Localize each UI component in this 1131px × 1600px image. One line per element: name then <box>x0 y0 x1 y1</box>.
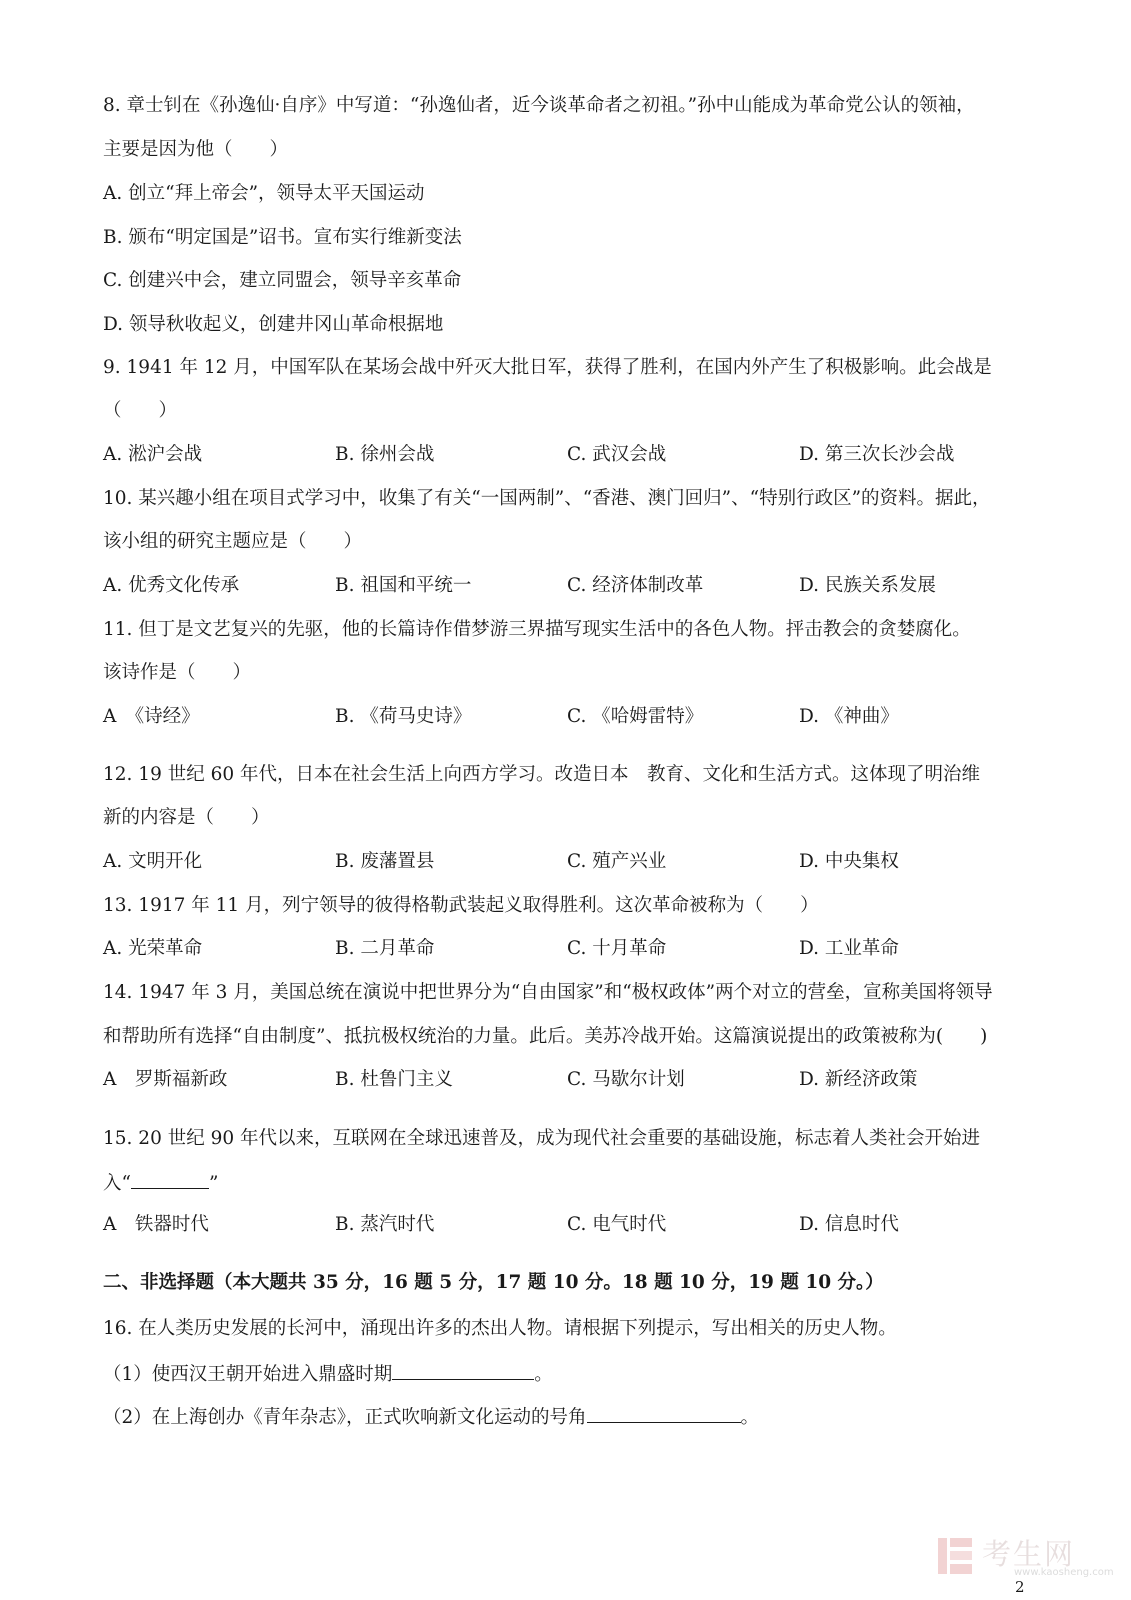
q8-stem-line1: 8. 章士钊在《孙逸仙·自序》中写道：“孙逸仙者，近今谈革命者之初祖。”孙中山能成为革命党公认的领袖， <box>103 95 975 116</box>
q16-part1-text: （1）使西汉王朝开始进入鼎盛时期 <box>103 1364 393 1385</box>
q10-options <box>103 574 1023 598</box>
q16-part1 <box>103 1361 553 1387</box>
watermark-text: 考生网 <box>982 1537 1076 1571</box>
q11-stem-line1: 11. 但丁是文艺复兴的先驱，他的长篇诗作借梦游三界描写现实生活中的各色人物。抨击教会的贪婪腐化。 <box>103 619 971 640</box>
q8-stem-line2: 主要是因为他（ ） <box>103 139 289 160</box>
q9-option-b: B. 徐州会战 <box>335 444 435 465</box>
q15-option-d: D. 信息时代 <box>799 1214 899 1235</box>
q11-option-c: C. 《哈姆雷特》 <box>567 706 704 727</box>
kaosheng-watermark <box>938 1534 1114 1580</box>
q15-stem-line1: 15. 20 世纪 90 年代以来，互联网在全球迅速普及，成为现代社会重要的基础设施，标志着人类社会开始进 <box>103 1128 981 1149</box>
q9-options <box>103 443 1023 467</box>
q10-option-d: D. 民族关系发展 <box>799 575 936 596</box>
q16-part2-text: （2）在上海创办《青年杂志》，正式吹响新文化运动的号角 <box>103 1407 587 1428</box>
q10-option-b: B. 祖国和平统一 <box>335 575 472 596</box>
q11-option-b: B. 《荷马史诗》 <box>335 706 472 727</box>
q12-options <box>103 850 1023 874</box>
q13-option-b: B. 二月革命 <box>335 938 435 959</box>
q15-stem-line2 <box>103 1170 218 1196</box>
q13-option-a: A. 光荣革命 <box>103 938 203 959</box>
q16-part1-blank[interactable] <box>392 1361 534 1380</box>
q9-option-d: D. 第三次长沙会战 <box>799 444 955 465</box>
q15-stem-line2-suffix: ” <box>208 1173 219 1194</box>
q12-option-b: B. 废藩置县 <box>335 851 435 872</box>
q14-options <box>103 1068 1023 1092</box>
q16-part1-end: 。 <box>534 1364 553 1385</box>
q13-stem-line1: 13. 1917 年 11 月，列宁领导的彼得格勒武装起义取得胜利。这次革命被称为（ ） <box>103 895 819 916</box>
q9-option-c: C. 武汉会战 <box>567 444 667 465</box>
q14-option-b: B. 杜鲁门主义 <box>335 1069 453 1090</box>
q15-option-a: A 铁器时代 <box>103 1214 209 1235</box>
q13-option-c: C. 十月革命 <box>567 938 667 959</box>
q8-option-c: C. 创建兴中会，建立同盟会，领导辛亥革命 <box>103 270 462 291</box>
q14-option-d: D. 新经济政策 <box>799 1069 918 1090</box>
section-2-heading: 二、非选择题（本大题共 35 分，16 题 5 分，17 题 10 分。18 题 10 分，19 题 10 分。） <box>103 1272 884 1293</box>
q15-option-c: C. 电气时代 <box>567 1214 667 1235</box>
q16-part2-blank[interactable] <box>587 1404 741 1423</box>
q8-option-d: D. 领导秋收起义，创建井冈山革命根据地 <box>103 314 444 335</box>
q12-option-c: C. 殖产兴业 <box>567 851 667 872</box>
q12-option-a: A. 文明开化 <box>103 851 203 872</box>
q12-stem-line2: 新的内容是（ ） <box>103 807 270 828</box>
q15-options <box>103 1213 1023 1237</box>
q14-option-c: C. 马歇尔计划 <box>567 1069 685 1090</box>
q8-option-a: A. 创立“拜上帝会”，领导太平天国运动 <box>103 183 425 204</box>
q13-option-d: D. 工业革命 <box>799 938 899 959</box>
q15-option-b: B. 蒸汽时代 <box>335 1214 435 1235</box>
q8-option-b: B. 颁布“明定国是”诏书。宣布实行维新变法 <box>103 227 462 248</box>
q10-option-a: A. 优秀文化传承 <box>103 575 240 596</box>
kaosheng-logo-icon <box>938 1536 972 1576</box>
q16-part2 <box>103 1404 759 1430</box>
q9-stem-line1: 9. 1941 年 12 月，中国军队在某场会战中歼灭大批日军，获得了胜利，在国内外产生了积极影响。此会战是 <box>103 357 992 378</box>
q16-stem: 16. 在人类历史发展的长河中，涌现出许多的杰出人物。请根据下列提示，写出相关的历史人物。 <box>103 1318 897 1339</box>
q16-part2-end: 。 <box>740 1407 760 1428</box>
q10-option-c: C. 经济体制改革 <box>567 575 704 596</box>
q13-options <box>103 937 1023 961</box>
q11-options <box>103 705 1023 729</box>
q10-stem-line2: 该小组的研究主题应是（ ） <box>103 531 363 552</box>
q15-answer-blank[interactable] <box>131 1170 209 1189</box>
q15-stem-line2-prefix: 入“ <box>103 1173 131 1194</box>
q10-stem-line1: 10. 某兴趣小组在项目式学习中，收集了有关“一国两制”、“香港、澳门回归”、“特别行政区”的资料。据此， <box>103 488 991 509</box>
q12-option-d: D. 中央集权 <box>799 851 899 872</box>
q14-stem-line2: 和帮助所有选择“自由制度”、抵抗极权统治的力量。此后。美苏冷战开始。这篇演说提出的政策被称为( ) <box>103 1026 988 1047</box>
page-number: 2 <box>1015 1578 1025 1596</box>
q14-option-a: A 罗斯福新政 <box>103 1069 228 1090</box>
q12-stem-line1: 12. 19 世纪 60 年代，日本在社会生活上向西方学习。改造日本 教育、文化和生活方式。这体现了明治维 <box>103 764 981 785</box>
q9-stem-line2: （ ） <box>103 400 178 421</box>
q11-option-d: D. 《神曲》 <box>799 706 899 727</box>
q14-stem-line1: 14. 1947 年 3 月，美国总统在演说中把世界分为“自由国家”和“极权政体”两个对立的营垒，宣称美国将领导 <box>103 982 993 1003</box>
q9-option-a: A. 淞沪会战 <box>103 444 203 465</box>
q11-option-a: A 《诗经》 <box>103 706 200 727</box>
watermark-url: www.kaosheng.com <box>1014 1567 1114 1578</box>
q11-stem-line2: 该诗作是（ ） <box>103 662 252 683</box>
